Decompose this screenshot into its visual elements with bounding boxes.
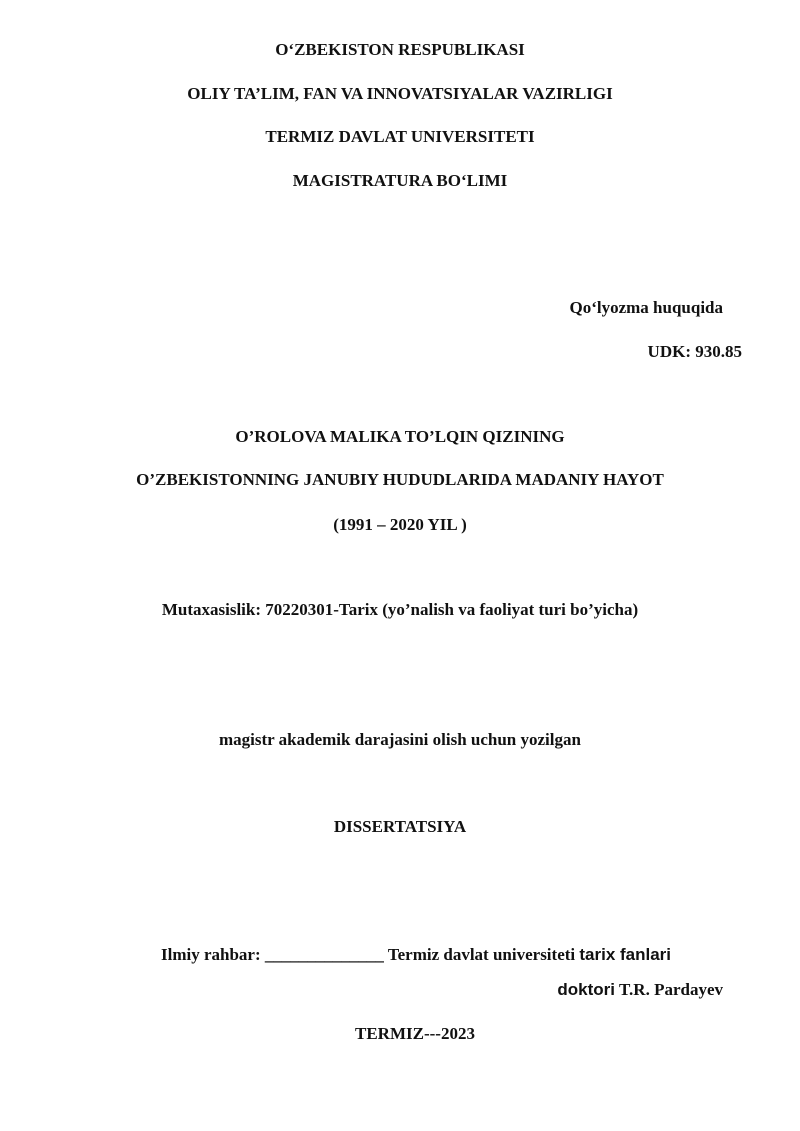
city-year: TERMIZ---2023 <box>355 1024 475 1043</box>
udk-code: UDK: 930.85 <box>647 342 742 361</box>
supervisor-field: tarix fanlari <box>579 945 672 964</box>
supervisor-label: Ilmiy rahbar: ______________ Termiz davlat universiteti <box>161 945 580 964</box>
header-country: O‘ZBEKISTON RESPUBLIKASI <box>275 40 525 59</box>
degree-purpose: magistr akademik darajasini olish uchun yozilgan <box>219 730 581 749</box>
author-name: O’ROLOVA MALIKA TO’LQIN QIZINING <box>235 427 565 446</box>
supervisor-line-1 <box>161 946 671 963</box>
supervisor-degree: doktori <box>557 980 616 999</box>
header-department: MAGISTRATURA BO‘LIMI <box>292 171 508 190</box>
supervisor-name: T.R. Pardayev <box>615 980 723 999</box>
manuscript-rights: Qo‘lyozma huquqida <box>569 298 723 317</box>
document-type: DISSERTATSIYA <box>333 817 467 836</box>
header-ministry: OLIY TA’LIM, FAN VA INNOVATSIYALAR VAZIRLIGI <box>187 84 613 103</box>
thesis-topic: O’ZBEKISTONNING JANUBIY HUDUDLARIDA MADANIY HAYOT <box>136 470 664 489</box>
header-university: TERMIZ DAVLAT UNIVERSITETI <box>265 127 535 146</box>
specialty: Mutaxasislik: 70220301-Tarix (yo’nalish va faoliyat turi bo’yicha) <box>161 600 639 619</box>
thesis-period: (1991 – 2020 YIL ) <box>333 515 467 534</box>
supervisor-line-2 <box>557 981 723 998</box>
